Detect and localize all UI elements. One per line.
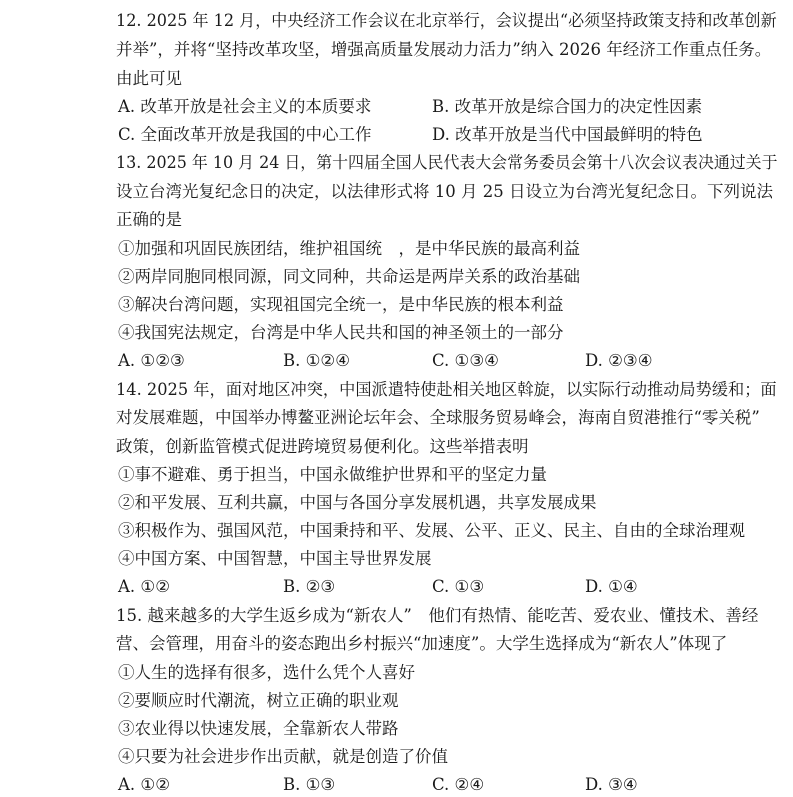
question-13-option-c: C. ①③④	[432, 351, 499, 370]
question-14-option-c: C. ①③	[432, 577, 485, 596]
question-15-option-b: B. ①③	[283, 775, 336, 794]
question-14-stem-line-1: 14. 2025 年，面对地区冲突，中国派遣特使赴相关地区斡旋，以实际行动推动局势缓和；面	[116, 380, 777, 399]
question-14-option-a: A. ①②	[118, 577, 170, 596]
question-13-stem-line-2: 设立台湾光复纪念日的决定，以法律形式将 10 月 25 日设立为台湾光复纪念日。下列说法	[116, 182, 773, 201]
question-15-option-a: A. ①②	[118, 775, 170, 794]
question-15-stem-line-2: 营、会管理，用奋斗的姿态跑出乡村振兴“加速度”。大学生选择成为“新农人”体现了	[116, 634, 728, 653]
question-15-statement-2: ②要顺应时代潮流，树立正确的职业观	[118, 691, 399, 710]
question-12-option-a: A. 改革开放是社会主义的本质要求	[118, 97, 372, 116]
question-13-stem-line-1: 13. 2025 年 10 月 24 日，第十四届全国人民代表大会常务委员会第十八次会议表决通过关于	[116, 153, 778, 172]
question-14-option-b: B. ②③	[283, 577, 336, 596]
question-13-statement-3: ③解决台湾问题，实现祖国完全统一，是中华民族的根本利益	[118, 295, 564, 314]
question-14-statement-1: ①事不避难、勇于担当，中国永做维护世界和平的坚定力量	[118, 465, 547, 484]
question-14-statement-2: ②和平发展、互利共赢，中国与各国分享发展机遇，共享发展成果	[118, 493, 597, 512]
question-15-option-d: D. ③④	[585, 775, 638, 794]
question-15-option-c: C. ②④	[432, 775, 485, 794]
question-12-option-d: D. 改革开放是当代中国最鲜明的特色	[432, 125, 703, 144]
question-13-statement-2: ②两岸同胞同根同源，同文同种，共命运是两岸关系的政治基础	[118, 267, 580, 286]
question-13-statement-4: ④我国宪法规定，台湾是中华人民共和国的神圣领土的一部分	[118, 323, 564, 342]
question-15-statement-4: ④只要为社会进步作出贡献，就是创造了价值	[118, 747, 448, 766]
question-12-stem-line-2: 并举”，并将“坚持改革攻坚，增强高质量发展动力活力”纳入 2026 年经济工作重点任务。	[116, 40, 772, 59]
question-13-option-d: D. ②③④	[585, 351, 653, 370]
question-12-option-b: B. 改革开放是综合国力的决定性因素	[432, 97, 703, 116]
question-14-option-d: D. ①④	[585, 577, 638, 596]
question-14-statement-3: ③积极作为、强国风范，中国秉持和平、发展、公平、正义、民主、自由的全球治理观	[118, 521, 745, 540]
question-12-option-c: C. 全面改革开放是我国的中心工作	[118, 125, 372, 144]
question-15-statement-3: ③农业得以快速发展，全靠新农人带路	[118, 719, 399, 738]
question-13-stem-line-3: 正确的是	[116, 210, 182, 229]
question-13-option-a: A. ①②③	[118, 351, 185, 370]
question-15-stem-line-1: 15. 越来越多的大学生返乡成为“新农人” 他们有热情、能吃苦、爱农业、懂技术、善经	[116, 606, 759, 625]
question-15-statement-1: ①人生的选择有很多，选什么凭个人喜好	[118, 663, 415, 682]
question-12-stem-line-1: 12. 2025 年 12 月，中央经济工作会议在北京举行，会议提出“必须坚持政策支持和改革创新	[116, 11, 777, 30]
question-14-stem-line-2: 对发展难题，中国举办博鳌亚洲论坛年会、全球服务贸易峰会，海南自贸港推行“零关税”	[116, 408, 760, 427]
question-14-stem-line-3: 政策，创新监管模式促进跨境贸易便利化。这些举措表明	[116, 437, 529, 456]
question-14-statement-4: ④中国方案、中国智慧，中国主导世界发展	[118, 549, 432, 568]
question-13-statement-1: ①加强和巩固民族团结，维护祖国统 ，是中华民族的最高利益	[118, 239, 580, 258]
question-13-option-b: B. ①②④	[283, 351, 350, 370]
question-12-stem-line-3: 由此可见	[116, 69, 182, 88]
